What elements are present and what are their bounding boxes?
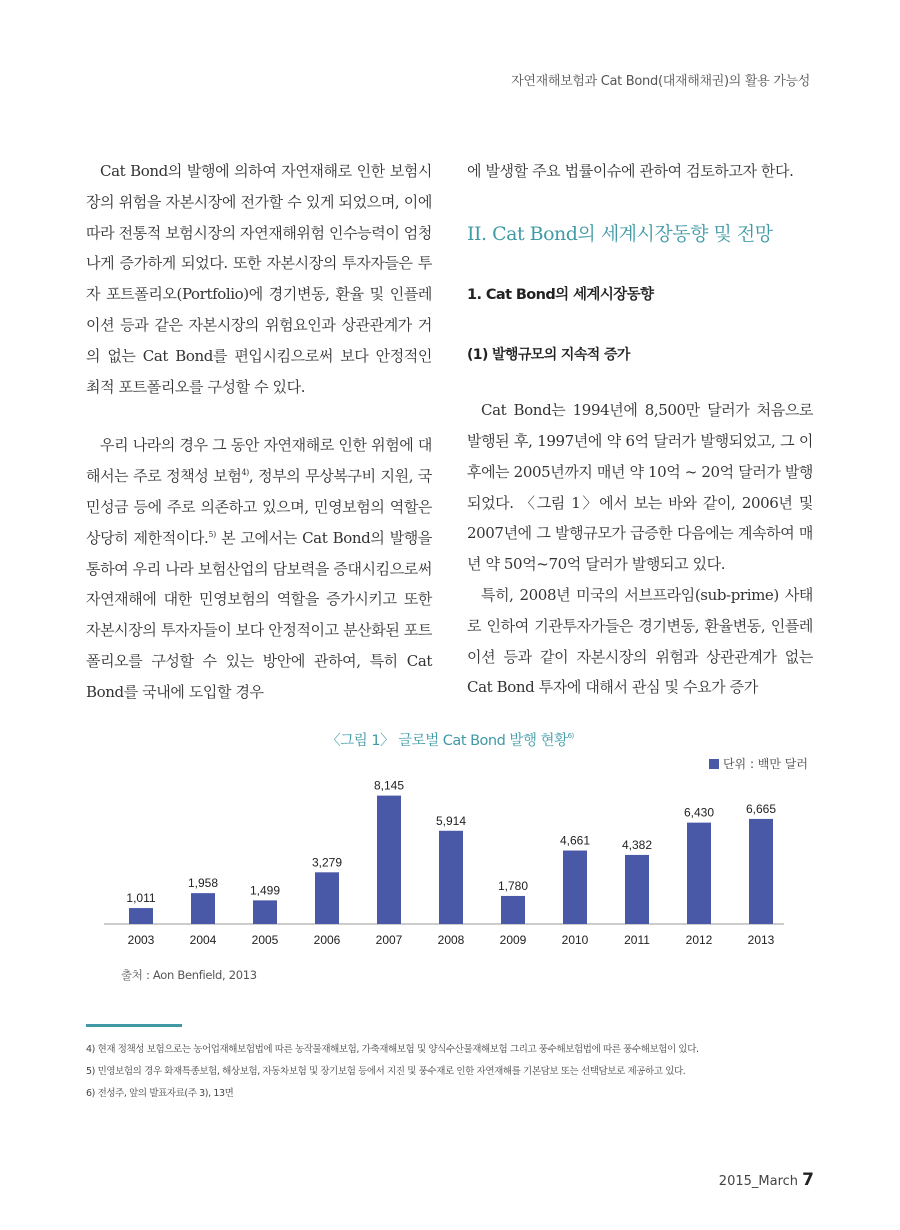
data-label-2003: 1,011 — [126, 891, 156, 906]
x-tick-2007: 2007 — [375, 933, 403, 947]
bar-2006 — [315, 872, 339, 924]
x-tick-2008: 2008 — [437, 933, 465, 947]
data-label-2010: 4,661 — [559, 833, 591, 848]
bar-2005 — [253, 900, 277, 924]
bar-2012 — [687, 823, 711, 924]
para2-part-b: , 정부의 무상복구비 지원, 국민성금 등에 주로 의존하고 있으며, 민영보험의 역할은 상당히 제한적이다. — [86, 467, 432, 547]
para2-part-c: 본 고에서는 Cat Bond의 발행을 통하여 우리 나라 보험산업의 담보력을 증대시킴으로써 자연재해에 대한 민영보험의 역할을 증가시키고 또한 자본시장의 투자자들이 보다 안정적이고 분산화된 포트폴리오를 구성할 수 있는 방안에 관하여, 특히 Cat Bond를 국내에 도입할 경우 — [86, 528, 432, 701]
footnote-ref-4[interactable]: 4) — [241, 468, 249, 478]
bar-2003 — [129, 908, 153, 924]
page-number: 7 — [802, 1170, 814, 1190]
footnote-divider — [86, 1024, 182, 1027]
right-continuation: 에 발생할 주요 법률이슈에 관하여 검토하고자 한다. — [467, 162, 794, 180]
running-header: 자연재해보험과 Cat Bond(대재해채권)의 활용 가능성 — [511, 74, 810, 89]
data-label-2011: 4,382 — [621, 837, 653, 852]
x-tick-2013: 2013 — [747, 933, 775, 947]
x-tick-2006: 2006 — [313, 933, 341, 947]
left-paragraph-1: Cat Bond의 발행에 의하여 자연재해로 인한 보험시장의 위험을 자본시장에 전가할 수 있게 되었으며, 이에 따라 전통적 보험시장의 자연재해위험 인수능력이 엄청나게 증가하게 되었다. 또한 자본시장의 투자자들은 투자 포트폴리오(Portfolio)에 경기변동, 환율 및 인플레이션 등과 같은 자본시장의 위험요인과 상관관계가 거의 없는 Cat Bond를 편입시킴으로써 보다 안정적인 최적 포트폴리오를 구성할 수 있다. — [86, 162, 432, 396]
right-column — [467, 156, 813, 703]
legend-swatch — [709, 759, 719, 769]
bar-2008 — [439, 831, 463, 924]
left-paragraph-2 — [86, 430, 432, 707]
figure-title-text: 〈그림 1〉 글로벌 Cat Bond 발행 현황 — [326, 733, 568, 749]
data-label-2009: 1,780 — [497, 878, 529, 893]
x-tick-2003: 2003 — [127, 933, 155, 947]
left-column — [86, 156, 432, 708]
footnote-4: 4) 현재 정책성 보험으로는 농어업재해보험법에 따른 농작물재해보험, 가축재해보험 및 양식수산물재해보험 그리고 풍수해보험법에 따른 풍수해보험이 있다. — [86, 1044, 699, 1055]
x-tick-2005: 2005 — [251, 933, 279, 947]
issue-label: 2015_March — [718, 1174, 799, 1189]
legend-label: 단위 : 백만 달러 — [722, 757, 808, 771]
x-tick-2009: 2009 — [499, 933, 527, 947]
x-tick-2010: 2010 — [561, 933, 589, 947]
data-label-2012: 6,430 — [683, 805, 715, 820]
bar-2007 — [377, 796, 401, 924]
right-paragraph-1: Cat Bond는 1994년에 8,500만 달러가 처음으로 발행된 후, 1997년에 약 6억 달러가 발행되었고, 그 이후에는 2005년까지 매년 약 10억 ~ 20억 달러가 발행되었다. 〈그림 1〉에서 보는 바와 같이, 2006년 및 2007년에 그 발행규모가 급증한 다음에는 계속하여 매년 약 50억~70억 달러가 발행되고 있다. — [467, 401, 813, 574]
section-title: II. Cat Bond의 세계시장동향 및 전망 — [467, 222, 773, 245]
subsubsection-title: (1) 발행규모의 지속적 증가 — [467, 347, 630, 364]
bar-2004 — [191, 893, 215, 924]
bar-2011 — [625, 855, 649, 924]
x-tick-2011: 2011 — [624, 933, 650, 947]
data-label-2005: 1,499 — [249, 883, 281, 898]
footnote-6: 6) 전성주, 앞의 발표자료(주 3), 13면 — [86, 1088, 234, 1099]
subsection-title: 1. Cat Bond의 세계시장동향 — [467, 286, 654, 303]
x-tick-2004: 2004 — [189, 933, 217, 947]
data-label-2013: 6,665 — [745, 801, 777, 816]
bar-2013 — [749, 819, 773, 924]
footnote-ref-6[interactable]: 6) — [567, 732, 574, 740]
bar-2010 — [563, 851, 587, 924]
right-paragraph-2: 특히, 2008년 미국의 서브프라임(sub-prime) 사태로 인하여 기관투자가들은 경기변동, 환율변동, 인플레이션 등과 같이 자본시장의 위험과 상관관계가 없는 Cat Bond 투자에 대해서 관심 및 수요가 증가 — [467, 585, 813, 697]
page-footer — [719, 1170, 814, 1190]
footnote-ref-5[interactable]: 5) — [208, 529, 216, 539]
data-label-2004: 1,958 — [187, 876, 219, 891]
figure-title — [0, 729, 900, 750]
data-label-2006: 3,279 — [311, 855, 343, 870]
bar-2009 — [501, 896, 525, 924]
bar-chart — [86, 770, 816, 955]
x-tick-2012: 2012 — [685, 933, 713, 947]
footnote-5: 5) 민영보험의 경우 화재특종보험, 해상보험, 자동차보험 및 장기보험 등에서 지진 및 풍수재로 인한 자연재해를 기본담보 또는 선택담보로 제공하고 있다. — [86, 1066, 686, 1077]
figure-source: 출처 : Aon Benfield, 2013 — [121, 968, 257, 982]
data-label-2007: 8,145 — [373, 778, 405, 793]
data-label-2008: 5,914 — [435, 813, 467, 828]
para2-part-a: 우리 나라의 경우 그 동안 자연재해로 인한 위험에 대해서는 주로 정책성 보험 — [86, 436, 432, 486]
